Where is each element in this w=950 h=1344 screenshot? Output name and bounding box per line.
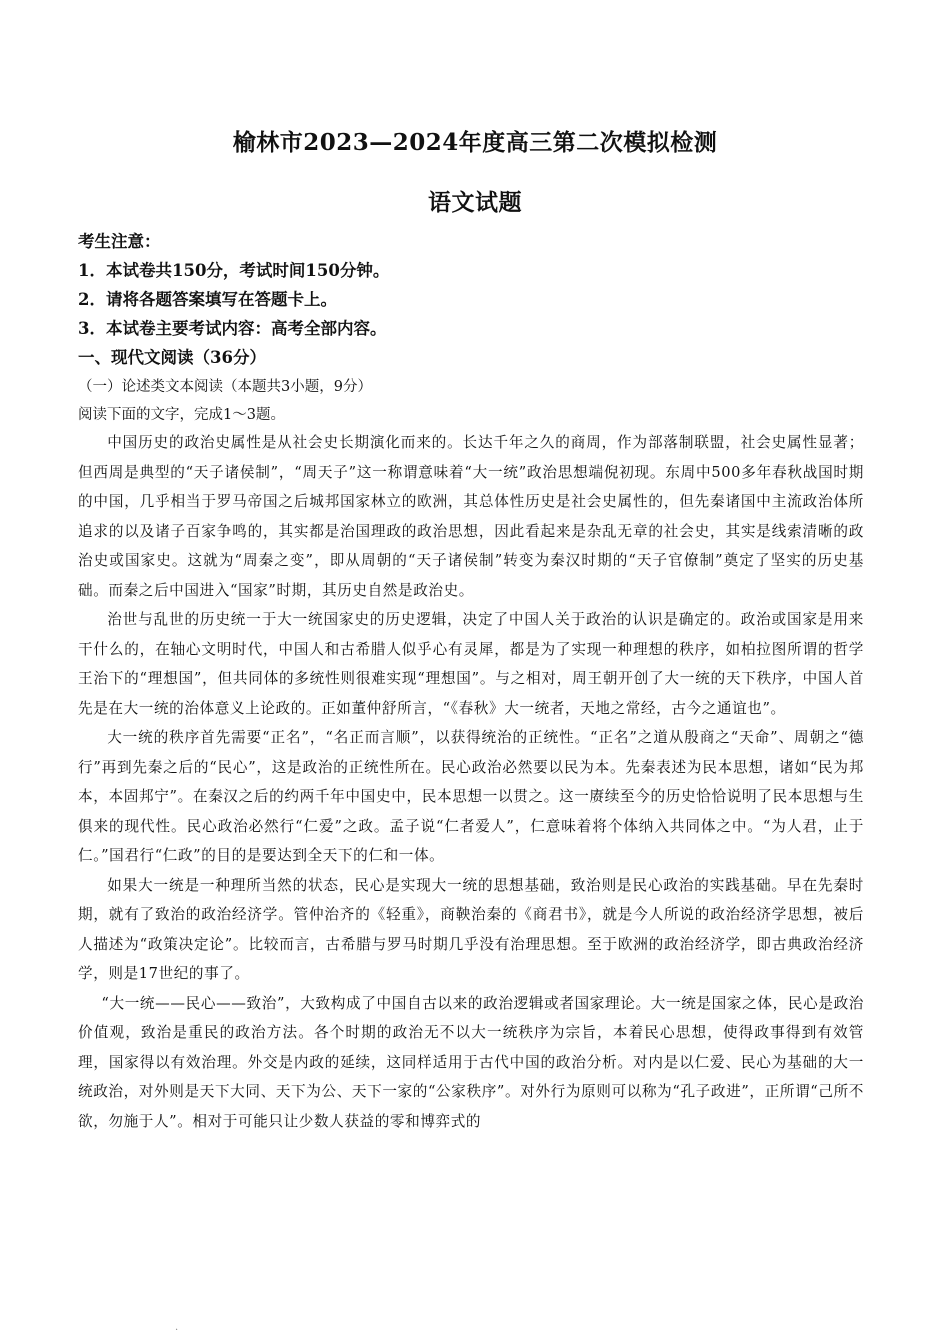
notice-item: 3．本试卷主要考试内容：高考全部内容。 xyxy=(78,319,387,338)
footer-mark: . xyxy=(175,1322,179,1333)
passage-paragraph: 中国历史的政治史属性是从社会史长期演化而来的。长达千年之久的商周，作为部落制联盟，社会史属性显著；但西周是典型的“天子诸侯制”，“周天子”这一称谓意味着“大一统”政治思想端倪初现。东周中500多年春秋战国时期的中国，几乎相当于罗马帝国之后城邦国家林立的欧洲，其总体性历史是社会史属性的，但先秦诸国中主流政治体所追求的以及诸子百家争鸣的，其实都是治国理政的政治思想，因此看起来是杂乱无章的社会史，其实是线索清晰的政治史或国家史。这就为“周秦之变”，即从周朝的“天子诸侯制”转变为秦汉时期的“天子官僚制”奠定了坚实的历史基础。而秦之后中国进入“国家”时期，其历史自然是政治史。 xyxy=(78,434,864,599)
section-subheading: （一）论述类文本阅读（本题共3小题，9分） xyxy=(78,379,372,395)
passage-paragraph: 治世与乱世的历史统一于大一统国家史的历史逻辑，决定了中国人关于政治的认识是确定的。政治或国家是用来干什么的，在轴心文明时代，中国人和古希腊人似乎心有灵犀，都是为了实现一种理想的秩序，如柏拉图所谓的哲学王治下的“理想国”，但共同体的多统性则很难实现“理想国”。与之相对，周王朝开创了大一统的天下秩序，中国人首先是在大一统的治体意义上论政的。正如董仲舒所言，“《春秋》大一统者，天地之常经，古今之通谊也”。 xyxy=(78,611,864,717)
exam-subtitle: 语文试题 xyxy=(428,189,522,216)
notice-item: 2．请将各题答案填写在答题卡上。 xyxy=(78,290,337,309)
section-instruction: 阅读下面的文字，完成1～3题。 xyxy=(78,407,285,423)
notice-heading: 考生注意： xyxy=(78,232,161,251)
section-heading: 一、现代文阅读（36分） xyxy=(78,348,266,367)
reading-passage xyxy=(78,428,864,1136)
notice-item: 1．本试卷共150分，考试时间150分钟。 xyxy=(78,261,390,280)
passage-paragraph: 如果大一统是一种理所当然的状态，民心是实现大一统的思想基础，致治则是民心政治的实践基础。早在先秦时期，就有了致治的政治经济学。管仲治齐的《轻重》，商鞅治秦的《商君书》，就是今人所说的政治经济学思想，被后人描述为“政策决定论”。比较而言，古希腊与罗马时期几乎没有治理思想。至于欧洲的政治经济学，即古典政治经济学，则是17世纪的事了。 xyxy=(78,876,864,982)
passage-paragraph: 大一统的秩序首先需要“正名”，“名正而言顺”，以获得统治的正统性。“正名”之道从殷商之“天命”、周朝之“德行”再到先秦之后的“民心”，这是政治的正统性所在。民心政治必然要以民为本。先秦表述为民本思想，诸如“民为邦本，本固邦宁”。在秦汉之后的约两千年中国史中，民本思想一以贯之。这一赓续至今的历史恰恰说明了民本思想与生俱来的现代性。民心政治必然行“仁爱”之政。孟子说“仁者爱人”，仁意味着将个体纳入共同体之中。“为人君，止于仁。”国君行“仁政”的目的是要达到全天下的仁和一体。 xyxy=(78,729,864,864)
exam-title: 榆林市2023—2024年度高三第二次模拟检测 xyxy=(232,129,718,156)
passage-paragraph: “大一统——民心——致治”，大致构成了中国自古以来的政治逻辑或者国家理论。大一统是国家之体，民心是政治价值观，致治是重民的政治方法。各个时期的政治无不以大一统秩序为宗旨，本着民心思想，使得政事得到有效管理，国家得以有效治理。外交是内政的延续，这同样适用于古代中国的政治分析。对内是以仁爱、民心为基础的大一统政治，对外则是天下大同、天下为公、天下一家的“公家秩序”。对外行为原则可以称为“孔子政进”，正所谓“己所不欲，勿施于人”。相对于可能只让少数人获益的零和博弈式的 xyxy=(78,994,864,1130)
